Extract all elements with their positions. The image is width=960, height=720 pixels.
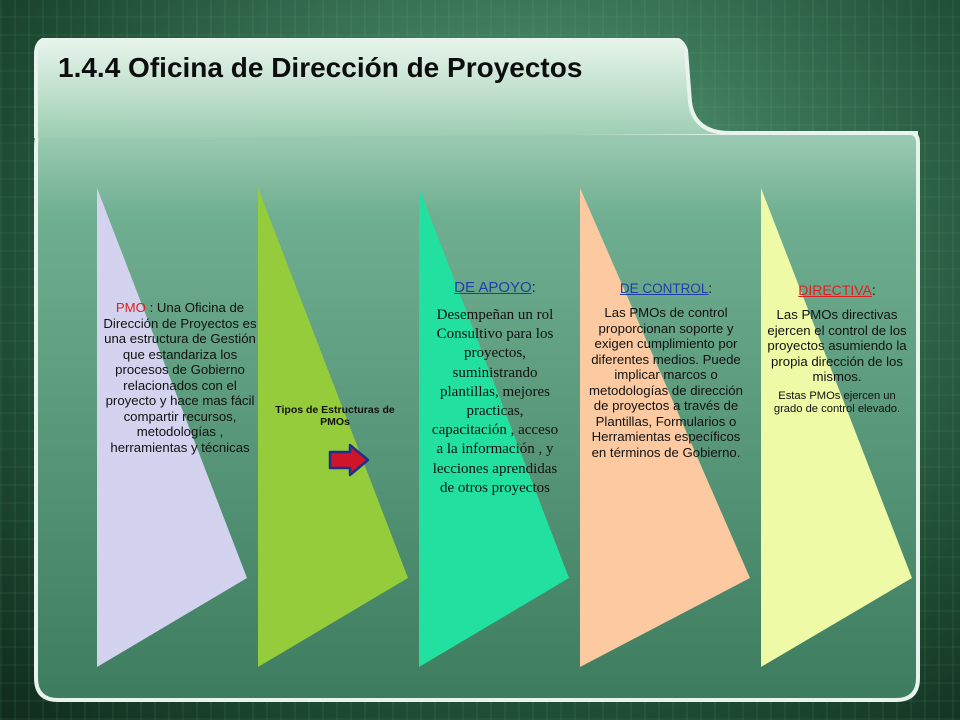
panel-tipos-text — [266, 404, 404, 428]
directiva-description: Las PMOs directivas ejercen el control de los proyectos asumiendo la propia dirección de los mismos. — [767, 307, 907, 384]
directiva-heading: DIRECTIVA — [798, 282, 872, 298]
de-apoyo-separator: : — [531, 279, 536, 296]
panel-apoyo-text — [428, 278, 562, 498]
de-apoyo-heading: DE APOYO — [454, 279, 532, 296]
right-arrow-icon — [328, 443, 370, 477]
panel-directiva — [761, 188, 912, 667]
page-title: 1.4.4 Oficina de Dirección de Proyectos — [58, 52, 583, 83]
panel-control-text — [586, 280, 746, 460]
pmo-separator: : — [145, 300, 157, 315]
panel-pmo-text — [100, 300, 260, 455]
de-control-heading: DE CONTROL — [619, 281, 709, 296]
directiva-separator: : — [871, 282, 876, 298]
pmo-label: PMO — [115, 300, 146, 315]
panel-directiva-text — [766, 281, 908, 417]
directiva-note: Estas PMOs ejercen un grado de control elevado. — [773, 389, 901, 416]
de-control-separator: : — [708, 281, 713, 296]
de-control-description: Las PMOs de control proporcionan soporte y exigen cumplimiento por diferentes medios. Puede implicar marcos o metodologías de dirección de proyectos a través de Plantillas, Formularios o Herramientas específicos en términos de Gobierno. — [589, 305, 743, 460]
de-apoyo-description: Desempeñan un rol Consultivo para los proyectos, suministrando plantillas, mejores practicas, capacitación , acceso a la información , y lecciones aprendidas de otros proyectos — [431, 307, 559, 496]
pmo-description: Una Oficina de Dirección de Proyectos es una estructura de Gestión que estandariza los procesos de Gobierno relacionados con el proyecto y hace mas fácil compartir recursos, metodologías , herramientas y técnicas — [103, 300, 257, 455]
tipos-estructuras-label: Tipos de Estructuras de PMOs — [275, 404, 395, 428]
